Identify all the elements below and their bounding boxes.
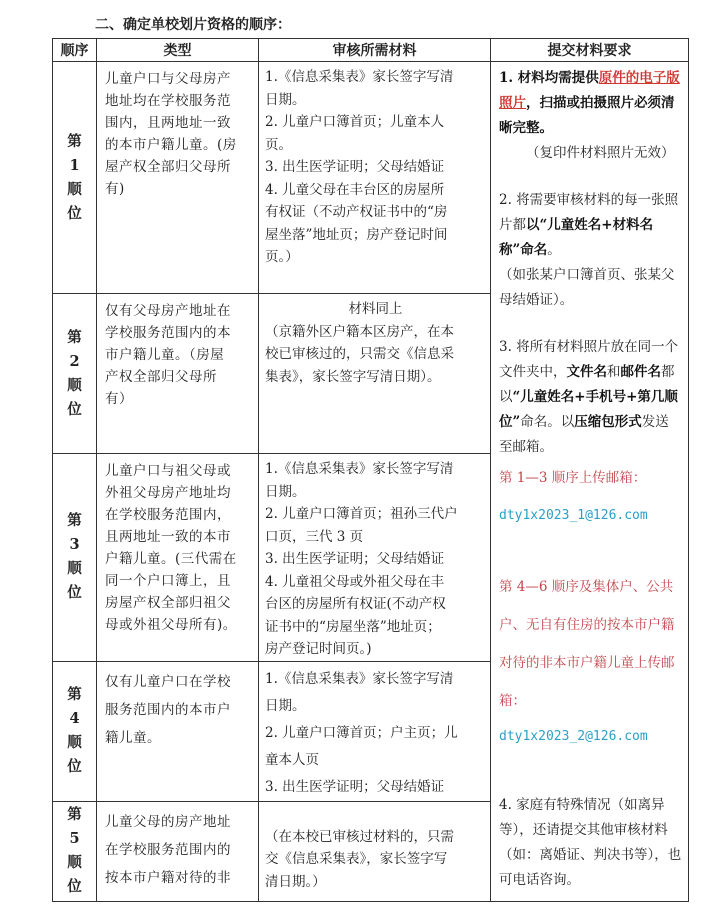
materials-line: 3. 出生医学证明；父母结婚证 [265,551,445,567]
order-line: 第 [67,328,82,346]
type-line: 围内，且两地址一致 [105,115,231,131]
materials-line: 2. 儿童户口簿首页；儿童本人 [265,114,445,130]
order-cell [53,661,97,801]
type-line: 仅有儿童户口在学校 [105,673,231,690]
mail2-label: 第 4—6 顺序及集体户、公共户、无自有住房的按本市户籍对待的非本市户籍儿童上传邮箱： [499,579,675,709]
materials-line: 页。 [265,136,292,153]
materials-line: 清日期。） [265,873,326,890]
materials-cell [259,801,491,901]
materials-line: 3. 出生医学证明；父母结婚证 [265,778,445,795]
requirements-cell [491,62,689,902]
order-line: 位 [67,400,82,418]
materials-line: 页。） [265,249,299,265]
type-line: 同一个户口簿上，且 [105,573,231,589]
materials-line: 3. 出生医学证明；父母结婚证 [265,159,445,175]
type-cell [97,62,259,294]
type-line: 仅有父母房产地址在 [105,303,231,319]
type-line: 按本市户籍对待的非 [105,869,231,886]
type-line: 房屋产权全部归祖父 [105,595,231,611]
req-2-note: （如张某户口簿首页、张某父母结婚证）。 [499,267,675,308]
materials-line: 4. 儿童祖父母或外祖父母在丰 [265,573,445,590]
order-cell [53,801,97,901]
type-line: 母或外祖父母所有)。 [105,617,237,633]
materials-line: 1.《信息采集表》家长签字写清 [265,69,454,85]
mail1-link[interactable]: dty1x2023_1@126.com [499,508,648,523]
order-line: 位 [67,584,82,602]
order-line: 顺 [67,180,82,198]
type-cell [97,294,259,454]
order-line: 位 [67,878,82,895]
materials-line: 台区的房屋所有权证(不动产权 [265,596,446,612]
req-2: 2. 将需要审核材料的每一张照片都以“儿童姓名+材料名称”命名。 [499,192,679,258]
materials-same: 材料同上 [348,301,403,317]
materials-line: （在本校已审核过材料的，只需 [265,828,454,845]
materials-line: 口页，三代 3 页 [265,528,364,545]
type-cell [97,661,259,801]
order-line: 第 [67,806,82,823]
type-line: 籍儿童。 [105,729,161,746]
materials-cell [259,294,491,454]
mail1-label: 第 1—3 顺序上传邮箱： [499,470,647,486]
order-line: 5 [69,830,80,847]
type-line: 外祖父母房产地址均 [105,485,231,501]
materials-line: 有权证（不动产权证书中的“房 [265,204,448,220]
type-line: 在学校服务范围内的 [105,841,231,858]
order-line: 位 [67,758,82,775]
table-row [53,62,689,294]
order-line: 顺 [67,376,82,394]
type-line: 产权全部归父母所 [105,369,217,385]
table-header-row [53,39,689,62]
order-cell [53,454,97,662]
section-heading: 二、确定单校划片资格的顺序： [95,17,291,33]
type-cell [97,801,259,901]
materials-line: 证书中的“房屋坐落”地址页； [265,618,441,635]
type-line: 学校服务范围内的本 [105,325,231,341]
order-line: 1 [69,156,80,174]
type-line: 有) [105,181,125,197]
req-3: 3. 将所有材料照片放在同一个文件夹中，文件名和邮件名都以“儿童姓名+手机号+第几顺位”命名。以压缩包形式发送至邮箱。 [499,339,679,455]
materials-cell [259,661,491,801]
order-line: 3 [69,536,80,554]
order-line: 第 [67,512,82,530]
mail2-link[interactable]: dty1x2023_2@126.com [499,729,648,744]
materials-cell [259,454,491,662]
materials-line: 日期。 [265,91,306,108]
materials-line: 1.《信息采集表》家长签字写清 [265,461,454,477]
header-materials: 审核所需材料 [259,39,491,62]
type-line: 在学校服务范围内， [105,507,231,523]
type-line: 市户籍儿童。（房屋 [105,347,225,363]
header-requirements: 提交材料要求 [491,39,689,62]
type-line: 的本市户籍儿童。(房 [105,137,237,153]
order-line: 顺 [67,734,82,751]
materials-line: 交《信息采集表》，家长签字写 [265,851,448,867]
type-line: 户籍儿童。(三代需在 [105,551,237,567]
req-1: 1. 材料均需提供原件的电子版照片，扫描或拍摄照片必须清晰完整。 [499,70,680,136]
materials-line: 日期。 [265,697,306,714]
materials-line: 集表》，家长签字写清日期）。 [265,368,441,385]
materials-line: 日期。 [265,483,306,500]
materials-cell [259,62,491,294]
order-line: 4 [69,710,80,727]
order-line: 顺 [67,560,82,578]
materials-line: 屋坐落”地址页；房产登记时间 [265,226,448,243]
materials-line: （京籍外区户籍本区房产，在本 [265,323,454,340]
type-line: 儿童父母的房产地址 [105,813,231,830]
type-line: 且两地址一致的本市 [105,529,231,545]
order-line: 2 [69,352,80,370]
header-order: 顺序 [53,39,97,62]
materials-line: 2. 儿童户口簿首页；户主页；儿 [265,724,458,741]
type-cell [97,454,259,662]
order-line: 第 [67,132,82,150]
order-table [52,38,689,902]
type-line: 服务范围内的本市户 [105,701,231,718]
type-line: 屋产权全部归父母所 [105,159,231,175]
order-line: 顺 [67,854,82,871]
order-cell [53,62,97,294]
type-line: 儿童户口与父母房产 [105,71,231,87]
materials-line: 1.《信息采集表》家长签字写清 [265,670,454,687]
materials-line: 童本人页 [265,751,319,768]
req-4: 4. 家庭有特殊情况（如离异等），还请提交其他审核材料（如：离婚证、判决书等），也可电话咨询。 [499,797,682,888]
req-1-note: （复印件材料照片无效） [526,145,675,161]
type-line: 儿童户口与祖父母或 [105,463,231,479]
order-line: 第 [67,686,82,703]
materials-line: 4. 儿童父母在丰台区的房屋所 [265,181,445,198]
materials-line: 校已审核过的，只需交《信息采 [265,346,454,362]
header-type: 类型 [97,39,259,62]
order-line: 位 [67,204,82,222]
materials-line: 2. 儿童户口簿首页；祖孙三代户 [265,506,458,522]
materials-line: 房产登记时间页。) [265,641,372,657]
type-line: 有） [105,391,133,407]
order-cell [53,294,97,454]
type-line: 地址均在学校服务范 [105,93,231,109]
